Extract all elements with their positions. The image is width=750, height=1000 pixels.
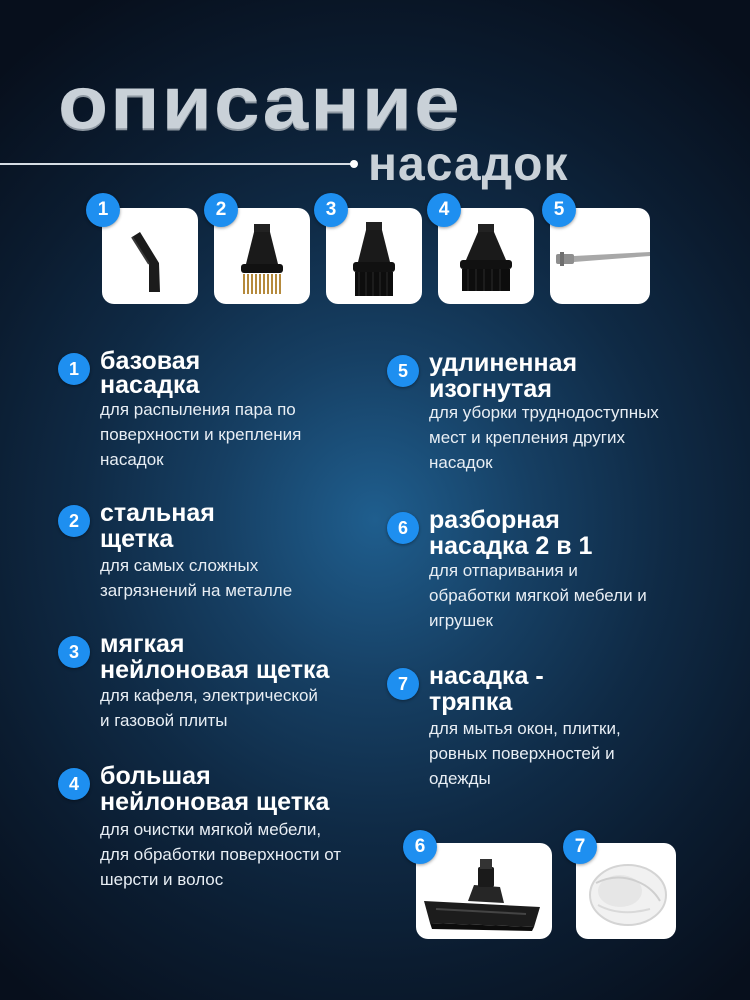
item-title: нейлоновая щетка [100,788,330,816]
number-badge: 6 [387,512,419,544]
page-title: описание [58,61,462,146]
item-title: базовая [100,347,201,375]
item-6 [387,508,707,638]
nozzle-card-6 [416,843,552,939]
item-1 [58,349,378,479]
item-title: тряпка [429,688,513,716]
item-title: удлиненная [429,349,578,377]
item-title: разборная [429,506,560,534]
number-badge: 5 [542,193,576,227]
item-description: для самых сложных [100,556,259,575]
number-badge: 2 [204,193,238,227]
item-description: игрушек [429,611,493,630]
nozzle-card-1 [102,208,198,304]
item-description: для очистки мягкой мебели, [100,820,322,839]
item-title: щетка [100,525,174,553]
page-subtitle: насадок [368,138,569,191]
item-description: мест и крепления других [429,428,625,447]
item-title: стальная [100,499,215,527]
item-title: насадка [100,371,200,399]
item-5 [387,351,707,481]
item-3 [58,632,398,742]
title-divider-dot [350,160,358,168]
item-4 [58,764,398,894]
number-badge: 1 [86,193,120,227]
item-description: для распыления пара по [100,400,296,419]
number-badge: 3 [58,636,90,668]
item-title: изогнутая [429,375,552,403]
number-badge: 6 [403,830,437,864]
item-description: для кафеля, электрической [100,686,318,705]
item-description: для уборки труднодоступных [429,403,659,422]
item-2 [58,501,378,611]
item-description: одежды [429,769,491,788]
title-divider-line [0,163,352,165]
number-badge: 5 [387,355,419,387]
item-description: и газовой плиты [100,711,228,730]
item-description: ровных поверхностей и [429,744,615,763]
item-description: для обработки поверхности от [100,845,342,864]
number-badge: 4 [58,768,90,800]
number-badge: 7 [563,830,597,864]
item-description: насадок [429,453,493,472]
number-badge: 1 [58,353,90,385]
number-badge: 4 [427,193,461,227]
item-7 [387,664,707,794]
curved-nozzle-icon [102,208,198,304]
floor-nozzle-icon [416,843,552,939]
item-title: насадка 2 в 1 [429,532,593,560]
item-description: для отпаривания и [429,561,578,580]
item-title: насадка - [429,662,544,690]
number-badge: 3 [314,193,348,227]
number-badge: 7 [387,668,419,700]
item-description: насадок [100,450,164,469]
item-title: мягкая [100,630,185,658]
item-description: поверхности и крепления [100,425,302,444]
item-description: шерсти и волос [100,870,224,889]
item-title: нейлоновая щетка [100,656,330,684]
item-description: загрязнений на металле [100,581,293,600]
item-description: обработки мягкой мебели и [429,586,647,605]
item-description: для мытья окон, плитки, [429,719,621,738]
item-title: большая [100,762,211,790]
number-badge: 2 [58,505,90,537]
